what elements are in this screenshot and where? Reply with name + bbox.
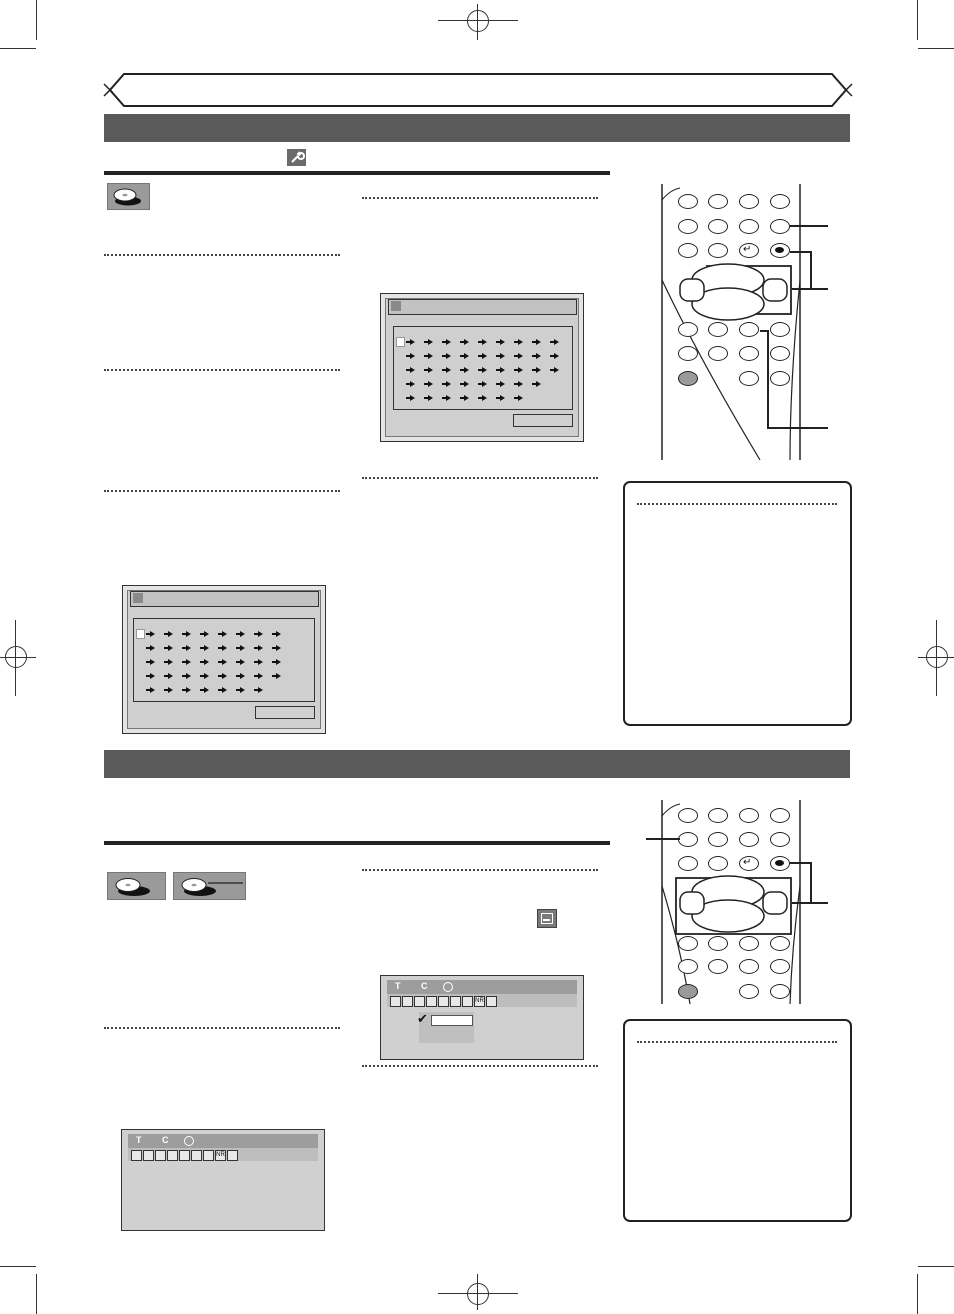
remote-button[interactable] [678,194,698,209]
disc-icon [107,872,166,900]
remote-button[interactable] [708,959,728,974]
osd-function-icon[interactable] [179,1150,190,1161]
code-arrow-cell [236,645,244,651]
code-arrow-cell [146,645,154,651]
remote-button[interactable] [678,243,698,258]
code-arrow-cell [218,673,226,679]
code-arrow-cell [514,353,522,359]
crop-mark [36,1274,37,1314]
code-arrow-cell [478,381,486,387]
wrench-icon [287,149,306,166]
remote-button[interactable] [678,346,698,361]
remote-button[interactable] [770,194,790,209]
osd-function-icon[interactable] [402,996,413,1007]
registration-circle-right [926,646,948,668]
osd-icon-bar [387,994,577,1007]
remote-button[interactable] [739,808,759,823]
code-arrow-cell [218,645,226,651]
crop-mark [917,1274,918,1314]
screen-titlebar [130,591,319,607]
ok-box [255,706,315,719]
remote-button[interactable] [770,808,790,823]
code-arrow-cell [442,353,450,359]
remote-button[interactable] [678,959,698,974]
code-arrow-cell [182,631,190,637]
code-arrow-cell [532,353,540,359]
remote-button[interactable] [708,856,728,871]
grid-cursor [136,629,145,639]
code-arrow-cell [478,395,486,401]
callout-line [790,225,828,227]
remote-button[interactable] [739,984,759,999]
setup-icon [391,301,401,311]
crop-mark [918,1266,954,1267]
code-arrow-cell [550,367,558,373]
subtitle-icon [537,909,557,928]
code-arrow-cell [460,381,468,387]
step-divider [362,1065,598,1067]
code-arrow-cell [406,339,414,345]
remote-button[interactable] [770,959,790,974]
remote-button[interactable] [739,194,759,209]
registration-circle-left [5,646,27,668]
chapter-glyph: C [421,981,428,991]
section-title-2 [104,756,112,772]
code-arrow-cell [272,659,280,665]
code-arrow-cell [272,631,280,637]
code-arrow-cell [236,687,244,693]
osd-function-icon[interactable] [426,996,437,1007]
osd-function-icon[interactable] [227,1150,238,1161]
section-rule-2 [104,841,610,845]
clock-icon [443,982,453,992]
callout-line [810,251,812,288]
remote-button[interactable] [678,808,698,823]
osd-icon-bar [128,1148,318,1161]
osd-screen-display [121,1129,325,1231]
callout-line [810,862,812,902]
osd-function-icon[interactable] [167,1150,178,1161]
callout-line [792,288,828,290]
code-entry-screen-1 [380,293,584,442]
code-arrow-cell [532,339,540,345]
code-arrow-cell [218,687,226,693]
code-arrow-cell [254,659,262,665]
enter-arrow-icon: ↵ [743,857,752,868]
osd-function-icon[interactable] [438,996,449,1007]
remote-button[interactable] [678,219,698,234]
code-arrow-cell [496,353,504,359]
enter-button[interactable] [739,856,759,871]
code-arrow-cell [218,631,226,637]
section-banner-2 [104,750,850,778]
step-divider [104,369,340,371]
remote-button[interactable] [739,832,759,847]
record-button[interactable] [770,243,790,258]
check-icon: ✔ [417,1011,428,1026]
code-arrow-cell [550,339,558,345]
note-divider [637,503,837,505]
callout-line [646,838,680,840]
clock-icon [184,1136,194,1146]
callout-line [790,862,810,864]
section-rule-1 [104,171,610,175]
section-title-1 [104,120,112,136]
section-banner-1 [104,114,850,142]
disc-icon [107,183,150,210]
remote-button[interactable] [739,936,759,951]
code-arrow-cell [182,645,190,651]
code-arrow-cell [424,367,432,373]
remote-button[interactable] [708,832,728,847]
code-arrow-cell [146,659,154,665]
code-arrow-cell [254,631,262,637]
code-arrow-cell [164,687,172,693]
code-arrow-cell [424,381,432,387]
crop-mark [0,48,36,49]
remote-button[interactable] [678,856,698,871]
code-arrow-cell [532,367,540,373]
remote-button[interactable] [678,936,698,951]
screen-titlebar [388,299,577,315]
remote-button[interactable] [739,959,759,974]
osd-top-bar [128,1134,318,1148]
code-arrow-cell [460,353,468,359]
code-arrow-cell [218,659,226,665]
crop-mark [0,1266,36,1267]
code-arrow-cell [460,395,468,401]
code-arrow-cell [254,645,262,651]
step-divider [362,477,598,479]
code-arrow-cell [406,367,414,373]
osd-function-icon[interactable] [155,1150,166,1161]
code-arrow-cell [442,339,450,345]
remote-button[interactable] [770,346,790,361]
code-arrow-cell [514,367,522,373]
remote-button[interactable] [678,322,698,337]
remote-button[interactable] [708,219,728,234]
registration-line-bottom [438,1293,518,1294]
code-arrow-cell [478,367,486,373]
remote-button[interactable] [770,219,790,234]
code-arrow-cell [550,353,558,359]
subtitle-dropdown[interactable] [419,1012,474,1043]
code-arrow-cell [406,353,414,359]
code-arrow-cell [182,687,190,693]
code-arrow-cell [146,631,154,637]
callout-line [790,251,810,253]
nr-icon[interactable]: NR [474,996,485,1007]
step-divider [104,254,340,256]
code-arrow-cell [478,353,486,359]
code-arrow-cell [442,395,450,401]
title-glyph: T [136,1135,142,1145]
callout-line [767,427,828,429]
code-arrow-cell [424,339,432,345]
code-arrow-cell [496,339,504,345]
code-arrow-cell [164,659,172,665]
code-arrow-cell [164,645,172,651]
registration-circle-bottom [467,1283,489,1305]
grid-cursor [396,337,405,347]
code-arrow-cell [442,367,450,373]
record-button[interactable] [770,856,790,871]
note-box-1 [623,481,852,726]
step-divider [362,197,598,199]
code-arrow-cell [200,659,208,665]
code-arrow-cell [478,339,486,345]
code-arrow-cell [272,645,280,651]
remote-button[interactable] [770,936,790,951]
code-arrow-cell [514,339,522,345]
osd-top-bar [387,980,577,994]
nr-icon[interactable]: NR [215,1150,226,1161]
code-arrow-cell [460,339,468,345]
note-box-2 [623,1019,852,1222]
disc-icon [173,872,246,900]
note-divider [637,1041,837,1043]
code-arrow-cell [496,395,504,401]
osd-function-icon[interactable] [203,1150,214,1161]
code-arrow-cell [460,367,468,373]
code-arrow-cell [200,631,208,637]
code-arrow-cell [514,381,522,387]
setup-button[interactable] [678,371,698,386]
remote-button[interactable] [739,322,759,337]
remote-button[interactable] [739,371,759,386]
osd-function-icon[interactable] [450,996,461,1007]
osd-function-icon[interactable] [390,996,401,1007]
osd-screen-subtitle [380,975,584,1060]
code-arrow-cell [406,381,414,387]
remote-button[interactable] [708,346,728,361]
code-arrow-cell [236,631,244,637]
remote-button[interactable] [739,346,759,361]
code-arrow-cell [236,659,244,665]
remote-button[interactable] [708,194,728,209]
remote-button[interactable] [708,322,728,337]
remote-button[interactable] [678,832,698,847]
callout-line [767,330,769,428]
code-arrow-cell [272,673,280,679]
step-divider [104,1027,340,1029]
code-arrow-cell [514,395,522,401]
code-arrow-cell [236,673,244,679]
setup-icon [133,593,143,603]
title-glyph: T [395,981,401,991]
code-arrow-cell [146,687,154,693]
code-entry-screen-2 [122,585,326,734]
record-dot-icon [775,247,784,253]
crop-mark [36,0,37,40]
chapter-glyph: C [162,1135,169,1145]
code-arrow-cell [424,395,432,401]
code-grid [393,326,573,410]
osd-function-icon[interactable] [143,1150,154,1161]
remote-button[interactable] [708,936,728,951]
step-divider [104,490,340,492]
code-arrow-cell [200,645,208,651]
registration-mark-right [936,620,937,696]
record-dot-icon [775,860,784,866]
code-arrow-cell [424,353,432,359]
code-arrow-cell [254,673,262,679]
crop-mark [917,0,918,40]
code-arrow-cell [442,381,450,387]
registration-line-top [438,20,518,21]
registration-mark-left [15,620,16,696]
code-arrow-cell [496,381,504,387]
osd-function-icon[interactable] [486,996,497,1007]
remote-button[interactable] [770,322,790,337]
remote-button[interactable] [770,371,790,386]
code-arrow-cell [254,687,262,693]
remote-button[interactable] [708,808,728,823]
ok-box [513,414,573,427]
code-arrow-cell [164,673,172,679]
osd-function-icon[interactable] [131,1150,142,1161]
registration-circle-top [467,10,489,32]
osd-function-icon[interactable] [462,996,473,1007]
code-arrow-cell [146,673,154,679]
enter-button[interactable] [739,243,759,258]
callout-line [792,902,828,904]
enter-arrow-icon: ↵ [743,244,752,255]
code-arrow-cell [406,395,414,401]
osd-function-icon[interactable] [191,1150,202,1161]
osd-function-icon[interactable] [414,996,425,1007]
code-arrow-cell [532,381,540,387]
code-arrow-cell [164,631,172,637]
crop-mark [918,48,954,49]
code-arrow-cell [200,673,208,679]
code-arrow-cell [496,367,504,373]
remote-button[interactable] [708,243,728,258]
code-arrow-cell [182,659,190,665]
remote-button[interactable] [770,832,790,847]
code-arrow-cell [182,673,190,679]
remote-button[interactable] [739,219,759,234]
code-arrow-cell [200,687,208,693]
setup-button[interactable] [678,984,698,999]
dropdown-selected-option[interactable] [431,1015,473,1026]
remote-button[interactable] [770,984,790,999]
step-divider [362,869,598,871]
page-header-ribbon [100,70,856,110]
code-grid [133,618,315,702]
